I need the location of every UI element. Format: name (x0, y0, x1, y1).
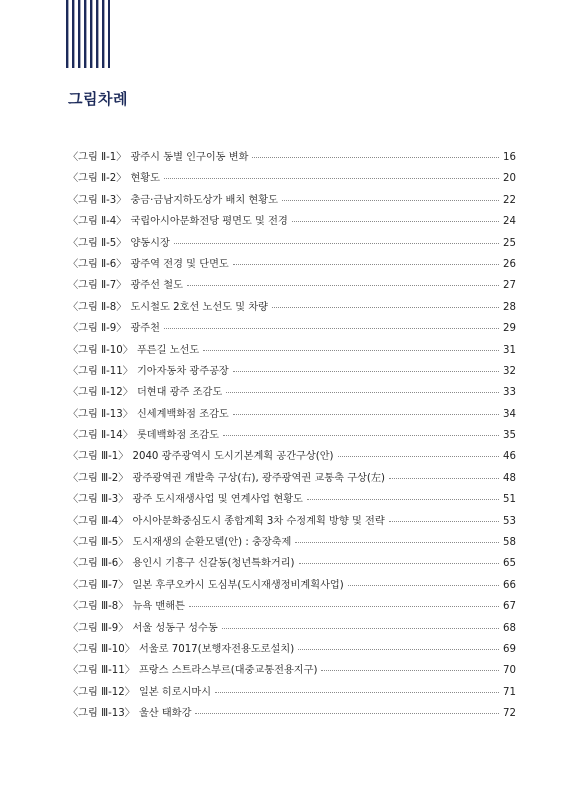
figure-title: 서울로 7017(보행자전용도로설치) (138, 643, 295, 655)
figure-title: 도시철도 2호선 노선도 및 차량 (130, 301, 268, 313)
figure-number: 〈그림 Ⅱ-9〉 (68, 323, 127, 335)
figure-title: 광주선 철도 (130, 280, 183, 292)
toc-entry[interactable] (68, 234, 516, 255)
figure-number: 〈그림 Ⅱ-7〉 (68, 280, 127, 292)
figure-number: 〈그림 Ⅲ-2〉 (68, 472, 129, 484)
dot-leader (233, 264, 499, 265)
figure-number: 〈그림 Ⅱ-11〉 (68, 365, 133, 377)
toc-entry[interactable] (68, 362, 516, 383)
figure-number: 〈그림 Ⅱ-2〉 (68, 173, 127, 185)
figure-title: 울산 태화강 (138, 708, 192, 720)
page-number: 46 (503, 451, 516, 463)
page-number: 67 (503, 601, 516, 613)
toc-entry[interactable] (68, 533, 516, 554)
figure-title: 신세계백화점 조감도 (136, 408, 229, 420)
dot-leader (189, 606, 499, 607)
dot-leader (215, 692, 499, 693)
figure-title: 일본 히로시마시 (138, 686, 212, 698)
figure-title: 충금·금남지하도상가 배치 현황도 (130, 194, 278, 206)
figure-title: 서울 성동구 성수동 (132, 622, 218, 634)
figure-title: 더현대 광주 조감도 (136, 387, 223, 399)
figure-title: 뉴욕 맨해튼 (132, 601, 185, 613)
page-number: 70 (503, 665, 516, 677)
dot-leader (298, 649, 499, 650)
toc-entry[interactable] (68, 426, 516, 447)
figure-title: 현황도 (130, 173, 160, 185)
page-number: 53 (503, 515, 516, 527)
figure-number: 〈그림 Ⅲ-11〉 (68, 665, 135, 677)
figure-number: 〈그림 Ⅱ-13〉 (68, 408, 133, 420)
toc-entry[interactable] (68, 704, 516, 725)
figure-number: 〈그림 Ⅱ-5〉 (68, 237, 127, 249)
toc-entry[interactable] (68, 405, 516, 426)
figure-title: 2040 광주광역시 도시기본계획 공간구상(안) (132, 451, 334, 463)
page-number: 65 (503, 558, 516, 570)
header-stripes-decoration (66, 0, 110, 68)
figure-number: 〈그림 Ⅲ-8〉 (68, 601, 129, 613)
figure-title: 롯데백화점 조감도 (136, 430, 219, 442)
page-number: 34 (503, 408, 516, 420)
figure-title: 기아자동차 광주공장 (136, 365, 229, 377)
figure-number: 〈그림 Ⅲ-12〉 (68, 686, 135, 698)
figure-title: 일본 후쿠오카시 도심부(도시재생정비계획사업) (132, 579, 344, 591)
figure-number: 〈그림 Ⅲ-13〉 (68, 708, 135, 720)
toc-entry[interactable] (68, 469, 516, 490)
toc-entry[interactable] (68, 597, 516, 618)
dot-leader (252, 157, 499, 158)
figure-title: 푸른길 노선도 (136, 344, 200, 356)
dot-leader (295, 542, 499, 543)
toc-entry[interactable] (68, 576, 516, 597)
dot-leader (203, 350, 499, 351)
figure-number: 〈그림 Ⅲ-3〉 (68, 494, 129, 506)
page-number: 16 (503, 152, 516, 163)
dot-leader (187, 285, 499, 286)
figure-number: 〈그림 Ⅱ-3〉 (68, 194, 127, 206)
dot-leader (348, 585, 499, 586)
figure-title: 광주시 동별 인구이동 변화 (130, 152, 249, 163)
dot-leader (164, 178, 499, 179)
page-number: 66 (503, 579, 516, 591)
page-number: 20 (503, 173, 516, 185)
dot-leader (389, 478, 499, 479)
toc-entry[interactable] (68, 447, 516, 468)
dot-leader (389, 521, 499, 522)
figure-number: 〈그림 Ⅱ-4〉 (68, 216, 127, 228)
figure-number: 〈그림 Ⅲ-10〉 (68, 643, 135, 655)
figure-title: 광주 도시재생사업 및 연계사업 현황도 (132, 494, 303, 506)
figure-title: 광주천 (130, 323, 160, 335)
dot-leader (272, 307, 499, 308)
figure-number: 〈그림 Ⅱ-10〉 (68, 344, 133, 356)
figure-number: 〈그림 Ⅲ-4〉 (68, 515, 129, 527)
dot-leader (195, 713, 499, 714)
dot-leader (222, 628, 499, 629)
toc-entry[interactable] (68, 554, 516, 575)
page-number: 31 (503, 344, 516, 356)
figure-number: 〈그림 Ⅲ-1〉 (68, 451, 129, 463)
page-number: 48 (503, 472, 516, 484)
dot-leader (233, 414, 499, 415)
dot-leader (164, 328, 499, 329)
figure-list (68, 148, 516, 726)
figure-number: 〈그림 Ⅲ-7〉 (68, 579, 129, 591)
toc-entry[interactable] (68, 683, 516, 704)
dot-leader (299, 563, 499, 564)
page-title: 그림차례 (68, 90, 128, 108)
toc-entry[interactable] (68, 169, 516, 190)
dot-leader (233, 371, 499, 372)
figure-title: 광주광역권 개발축 구상(右), 광주광역권 교통축 구상(左) (132, 472, 386, 484)
page-number: 22 (503, 194, 516, 206)
page-number: 58 (503, 537, 516, 549)
toc-entry[interactable] (68, 512, 516, 533)
figure-number: 〈그림 Ⅲ-6〉 (68, 558, 129, 570)
toc-entry[interactable] (68, 319, 516, 340)
dot-leader (307, 499, 499, 500)
figure-title: 도시재생의 순환모델(안) : 충장축제 (132, 537, 292, 549)
dot-leader (292, 221, 499, 222)
toc-entry[interactable] (68, 148, 516, 169)
figure-number: 〈그림 Ⅲ-9〉 (68, 622, 129, 634)
dot-leader (174, 243, 499, 244)
page-number: 71 (503, 686, 516, 698)
figure-title: 용인시 기흥구 신갈동(청년특화거리) (132, 558, 295, 570)
toc-entry[interactable] (68, 490, 516, 511)
figure-title: 양동시장 (130, 237, 170, 249)
toc-entry[interactable] (68, 383, 516, 404)
page-number: 27 (503, 280, 516, 292)
toc-entry[interactable] (68, 255, 516, 276)
figure-title: 프랑스 스트라스부르(대중교통전용지구) (138, 665, 318, 677)
toc-entry[interactable] (68, 191, 516, 212)
page-number: 33 (503, 387, 516, 399)
toc-entry[interactable] (68, 661, 516, 682)
toc-entry[interactable] (68, 276, 516, 297)
figure-number: 〈그림 Ⅱ-6〉 (68, 258, 127, 270)
figure-title: 국립아시아문화전당 평면도 및 전경 (130, 216, 288, 228)
page-number: 72 (503, 708, 516, 720)
page-number: 51 (503, 494, 516, 506)
figure-number: 〈그림 Ⅱ-14〉 (68, 430, 133, 442)
page-number: 29 (503, 323, 516, 335)
page-number: 28 (503, 301, 516, 313)
figure-number: 〈그림 Ⅱ-12〉 (68, 387, 133, 399)
dot-leader (321, 670, 499, 671)
page-number: 35 (503, 430, 516, 442)
dot-leader (223, 435, 499, 436)
toc-entry[interactable] (68, 640, 516, 661)
page-number: 69 (503, 643, 516, 655)
dot-leader (282, 200, 499, 201)
figure-number: 〈그림 Ⅲ-5〉 (68, 537, 129, 549)
toc-entry[interactable] (68, 212, 516, 233)
toc-entry[interactable] (68, 298, 516, 319)
page-number: 24 (503, 216, 516, 228)
toc-entry[interactable] (68, 619, 516, 640)
page-number: 68 (503, 622, 516, 634)
figure-number: 〈그림 Ⅱ-8〉 (68, 301, 127, 313)
toc-entry[interactable] (68, 341, 516, 362)
figure-title: 아시아문화중심도시 종합계획 3차 수정계획 방향 및 전략 (132, 515, 385, 527)
page-number: 32 (503, 365, 516, 377)
dot-leader (226, 392, 499, 393)
figure-number: 〈그림 Ⅱ-1〉 (68, 152, 127, 163)
figure-title: 광주역 전경 및 단면도 (130, 258, 229, 270)
page-number: 25 (503, 237, 516, 249)
page-number: 26 (503, 258, 516, 270)
dot-leader (338, 456, 499, 457)
